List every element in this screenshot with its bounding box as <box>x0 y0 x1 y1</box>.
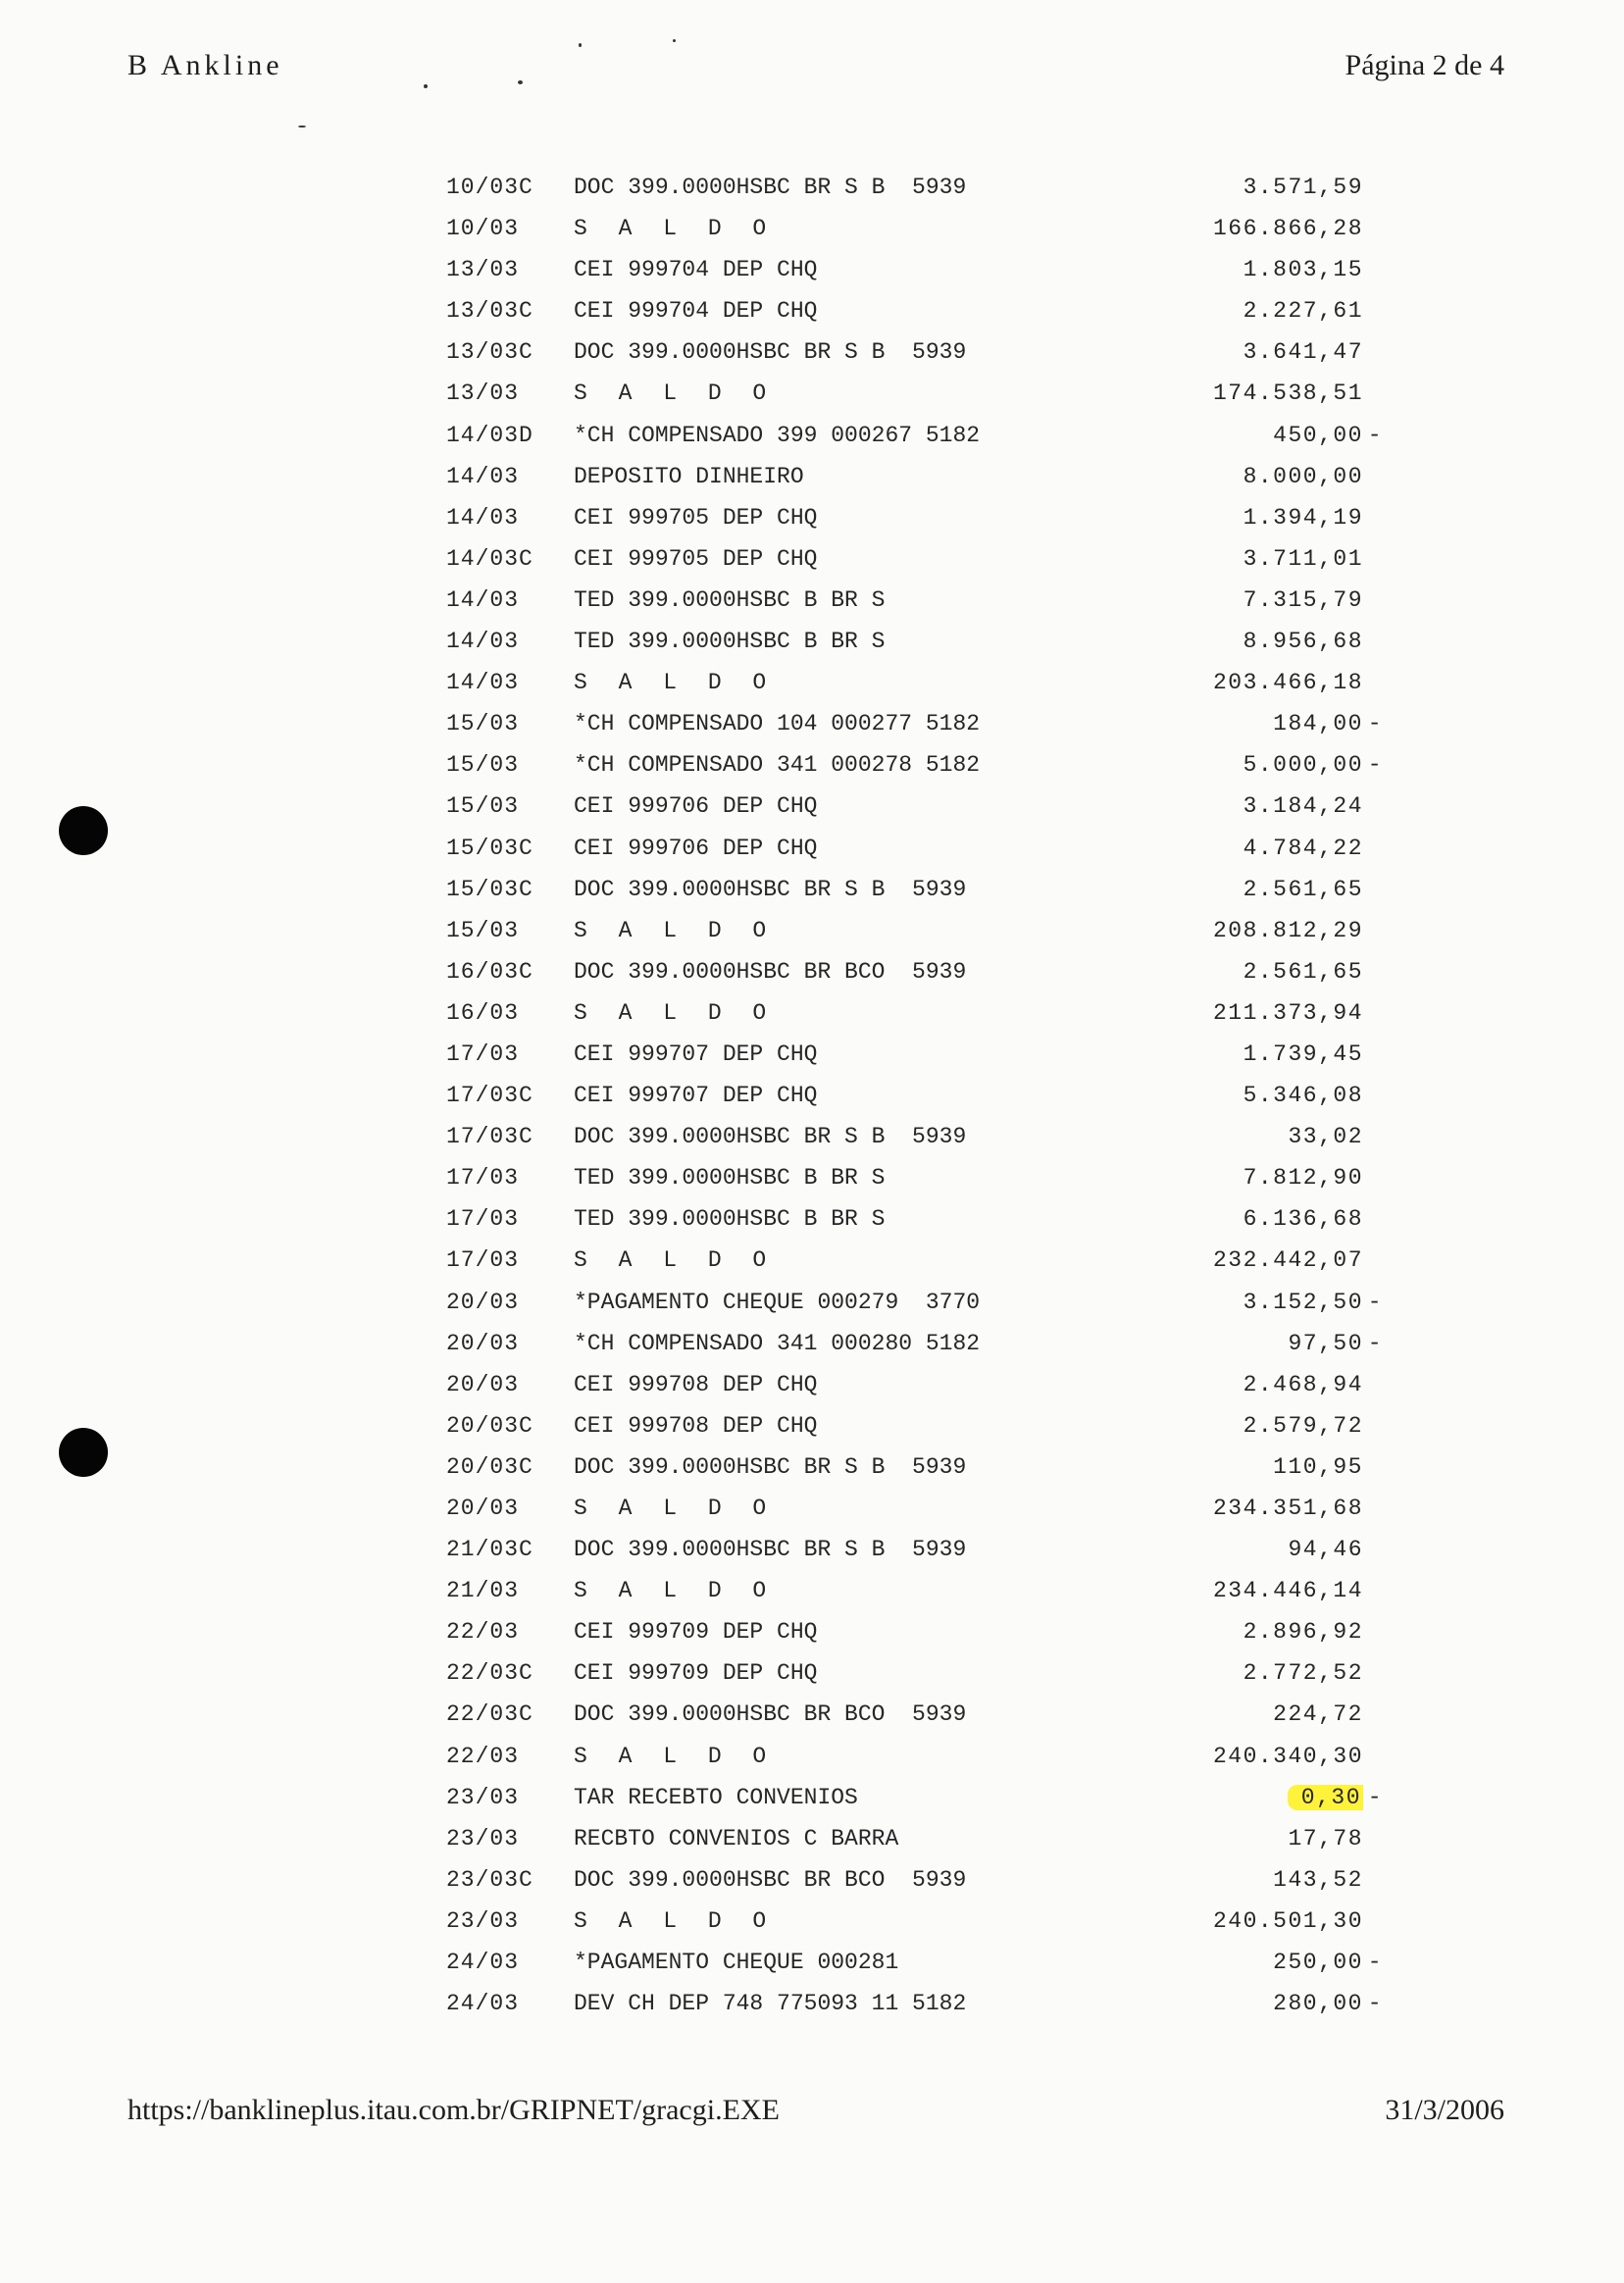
transaction-row <box>446 1694 1388 1735</box>
transaction-description: TED 399.0000HSBC B BR S <box>574 1206 886 1233</box>
transaction-description: TED 399.0000HSBC B BR S <box>574 1165 886 1192</box>
amount-value: 7.812,90 <box>1243 1165 1363 1192</box>
transaction-date: 22/03 <box>446 1743 520 1769</box>
transaction-description: DOC 399.0000HSBC BR S B 5939 <box>574 1124 967 1150</box>
transaction-amount <box>1213 1570 1363 1611</box>
transaction-amount <box>1243 1611 1363 1652</box>
transaction-date: 15/03 <box>446 752 520 779</box>
debit-sign: - <box>1367 1950 1383 1976</box>
amount-value: 6.136,68 <box>1243 1206 1363 1233</box>
transaction-amount <box>1243 1075 1363 1116</box>
balance-row <box>446 1570 1388 1611</box>
transaction-date: 22/03C <box>446 1660 533 1687</box>
amount-value: 8.000,00 <box>1243 463 1363 489</box>
transaction-date: 14/03 <box>446 463 520 489</box>
transaction-description: S A L D O <box>574 999 776 1026</box>
amount-value: 8.956,68 <box>1243 629 1363 655</box>
transaction-row <box>446 456 1388 497</box>
amount-value: 2.227,61 <box>1243 298 1363 325</box>
amount-value: 97,50 <box>1288 1330 1363 1356</box>
transaction-amount <box>1243 786 1363 827</box>
debit-sign: - <box>1367 752 1383 779</box>
transaction-description: CEI 999707 DEP CHQ <box>574 1040 818 1067</box>
bank-brand-title: B Ankline <box>127 49 283 81</box>
transaction-date: 20/03C <box>446 1412 533 1439</box>
highlighted-amount-value: 0,30 <box>1288 1785 1363 1810</box>
transaction-description: *PAGAMENTO CHEQUE 000281 <box>574 1950 899 1976</box>
transaction-row <box>446 1446 1388 1488</box>
transaction-date: 20/03 <box>446 1289 520 1315</box>
amount-value: 280,00 <box>1273 1991 1363 2017</box>
transaction-date: 14/03 <box>446 629 520 655</box>
scan-speck <box>579 43 582 47</box>
transaction-date: 17/03 <box>446 1040 520 1067</box>
transaction-date: 16/03C <box>446 958 533 985</box>
transaction-date: 15/03 <box>446 711 520 737</box>
amount-value: 3.571,59 <box>1243 175 1363 200</box>
balance-row <box>446 208 1388 249</box>
transaction-description: S A L D O <box>574 216 776 242</box>
transaction-description: S A L D O <box>574 1496 776 1521</box>
transaction-description: DOC 399.0000HSBC BR BCO 5939 <box>574 1866 967 1893</box>
transaction-amount <box>1243 331 1363 373</box>
transaction-date: 17/03 <box>446 1165 520 1192</box>
amount-value: 2.772,52 <box>1243 1660 1363 1687</box>
amount-value: 5.346,08 <box>1243 1083 1363 1109</box>
transaction-row <box>446 951 1388 992</box>
transaction-amount <box>1213 208 1363 249</box>
transaction-row <box>446 1116 1388 1157</box>
transaction-date: 23/03 <box>446 1825 520 1852</box>
transaction-row <box>446 249 1388 290</box>
transaction-date: 14/03D <box>446 422 533 448</box>
amount-value: 240.340,30 <box>1212 1743 1363 1769</box>
transaction-amount <box>1273 1446 1363 1488</box>
print-date: 31/3/2006 <box>1385 2094 1504 2126</box>
transaction-date: 23/03 <box>446 1784 520 1810</box>
amount-value: 7.315,79 <box>1243 586 1363 613</box>
transaction-amount <box>1243 497 1363 538</box>
transaction-amount <box>1243 828 1363 869</box>
transaction-description: TED 399.0000HSBC B BR S <box>574 586 886 613</box>
amount-value: 234.351,68 <box>1212 1496 1363 1521</box>
balance-row <box>446 1240 1388 1281</box>
transaction-row <box>446 1983 1388 2024</box>
transaction-row <box>446 1157 1388 1198</box>
amount-value: 166.866,28 <box>1212 216 1363 242</box>
balance-row <box>446 992 1388 1034</box>
transaction-row <box>446 290 1388 331</box>
transaction-date: 23/03 <box>446 1907 520 1934</box>
transaction-description: S A L D O <box>574 917 776 943</box>
transaction-row <box>446 1859 1388 1901</box>
transaction-amount <box>1243 167 1363 208</box>
amount-value: 250,00 <box>1273 1950 1363 1976</box>
transaction-description: CEI 999707 DEP CHQ <box>574 1083 818 1109</box>
transaction-description: CEI 999706 DEP CHQ <box>574 793 818 820</box>
transaction-description: S A L D O <box>574 1907 776 1934</box>
transaction-row <box>446 167 1388 208</box>
transaction-row <box>446 1818 1388 1859</box>
transaction-date: 14/03 <box>446 504 520 531</box>
transaction-date: 15/03 <box>446 917 520 943</box>
transaction-description: DOC 399.0000HSBC BR BCO 5939 <box>574 1701 967 1728</box>
transaction-description: DOC 399.0000HSBC BR S B 5939 <box>574 1537 967 1563</box>
transaction-row <box>446 1611 1388 1652</box>
amount-value: 234.446,14 <box>1212 1578 1363 1604</box>
transaction-date: 20/03 <box>446 1330 520 1356</box>
amount-value: 211.373,94 <box>1212 999 1363 1026</box>
transaction-amount <box>1243 951 1363 992</box>
transaction-amount <box>1213 1240 1363 1281</box>
transaction-amount <box>1243 1405 1363 1446</box>
transaction-amount <box>1288 1116 1363 1157</box>
transaction-description: S A L D O <box>574 1743 776 1769</box>
transaction-description: S A L D O <box>574 670 776 696</box>
transaction-date: 20/03 <box>446 1371 520 1397</box>
transaction-description: DOC 399.0000HSBC BR S B 5939 <box>574 339 967 366</box>
debit-sign: - <box>1367 422 1383 448</box>
transaction-date: 13/03C <box>446 339 533 366</box>
transaction-description: S A L D O <box>574 1247 776 1274</box>
transaction-date: 20/03 <box>446 1496 520 1521</box>
transaction-row <box>446 1034 1388 1075</box>
transaction-date: 23/03C <box>446 1866 533 1893</box>
transaction-amount <box>1213 992 1363 1034</box>
transaction-date: 17/03C <box>446 1083 533 1109</box>
amount-value: 17,78 <box>1288 1825 1363 1852</box>
transaction-amount <box>1273 1983 1383 2024</box>
transaction-description: *CH COMPENSADO 399 000267 5182 <box>574 422 981 448</box>
transaction-amount <box>1213 910 1363 951</box>
transaction-row <box>446 580 1388 621</box>
transaction-row <box>446 1652 1388 1694</box>
transaction-amount <box>1243 621 1363 662</box>
transaction-description: DEV CH DEP 748 775093 11 5182 <box>574 1991 967 2017</box>
transaction-description: *PAGAMENTO CHEQUE 000279 3770 <box>574 1289 981 1315</box>
transaction-amount <box>1213 1736 1363 1777</box>
transaction-amount <box>1243 1198 1363 1240</box>
transaction-amount <box>1243 1034 1363 1075</box>
transaction-row <box>446 786 1388 827</box>
amount-value: 3.641,47 <box>1243 339 1363 366</box>
amount-value: 1.739,45 <box>1243 1040 1363 1067</box>
transaction-row <box>446 869 1388 910</box>
amount-value: 240.501,30 <box>1212 1907 1363 1934</box>
transaction-amount <box>1243 869 1363 910</box>
transaction-row <box>446 1198 1388 1240</box>
transaction-description: S A L D O <box>574 380 776 407</box>
amount-value: 2.579,72 <box>1243 1412 1363 1439</box>
transaction-date: 13/03 <box>446 257 520 283</box>
amount-value: 1.803,15 <box>1243 257 1363 283</box>
transaction-row <box>446 1777 1388 1818</box>
transaction-row <box>446 538 1388 580</box>
transaction-date: 17/03C <box>446 1124 533 1150</box>
amount-value: 2.896,92 <box>1243 1619 1363 1646</box>
debit-sign: - <box>1367 1784 1383 1810</box>
transaction-description: DOC 399.0000HSBC BR S B 5939 <box>574 876 967 902</box>
amount-value: 232.442,07 <box>1212 1247 1363 1274</box>
balance-row <box>446 1488 1388 1529</box>
transaction-date: 14/03 <box>446 586 520 613</box>
transaction-description: *CH COMPENSADO 341 000280 5182 <box>574 1330 981 1356</box>
transaction-description: TAR RECEBTO CONVENIOS <box>574 1784 858 1810</box>
amount-value: 450,00 <box>1273 422 1363 448</box>
transaction-amount <box>1213 1901 1363 1942</box>
transaction-row <box>446 828 1388 869</box>
transaction-date: 14/03C <box>446 545 533 572</box>
amount-value: 143,52 <box>1273 1866 1363 1893</box>
transaction-amount <box>1273 703 1383 744</box>
transaction-date: 17/03 <box>446 1247 520 1274</box>
transaction-row <box>446 415 1388 456</box>
transaction-amount <box>1273 415 1383 456</box>
transaction-date: 17/03 <box>446 1206 520 1233</box>
scan-speck <box>518 80 523 84</box>
transaction-amount <box>1243 1157 1363 1198</box>
transaction-row <box>446 703 1388 744</box>
scan-speck <box>298 126 306 127</box>
transaction-description: *CH COMPENSADO 341 000278 5182 <box>574 752 981 779</box>
transaction-date: 22/03C <box>446 1701 533 1728</box>
transaction-date: 14/03 <box>446 670 520 696</box>
transaction-description: CEI 999705 DEP CHQ <box>574 545 818 572</box>
transaction-amount <box>1273 1859 1363 1901</box>
amount-value: 203.466,18 <box>1212 670 1363 696</box>
transaction-date: 21/03 <box>446 1578 520 1604</box>
transaction-date: 15/03C <box>446 835 533 861</box>
transaction-date: 21/03C <box>446 1537 533 1563</box>
transaction-amount <box>1213 1488 1363 1529</box>
transaction-amount <box>1243 456 1363 497</box>
amount-value: 2.561,65 <box>1243 876 1363 902</box>
balance-row <box>446 910 1388 951</box>
transaction-amount <box>1288 1323 1383 1364</box>
transaction-date: 10/03 <box>446 216 520 242</box>
amount-value: 3.184,24 <box>1243 793 1363 820</box>
transaction-amount <box>1213 373 1363 414</box>
transaction-amount <box>1243 1652 1363 1694</box>
transaction-amount <box>1213 662 1363 703</box>
debit-sign: - <box>1367 1289 1383 1315</box>
transaction-date: 22/03 <box>446 1619 520 1646</box>
transaction-list <box>446 167 1388 2024</box>
amount-value: 2.561,65 <box>1243 958 1363 985</box>
transaction-date: 13/03 <box>446 380 520 407</box>
transaction-amount <box>1273 1694 1363 1735</box>
amount-value: 3.152,50 <box>1243 1289 1363 1315</box>
transaction-amount <box>1243 249 1363 290</box>
transaction-description: CEI 999704 DEP CHQ <box>574 298 818 325</box>
transaction-description: CEI 999704 DEP CHQ <box>574 257 818 283</box>
transaction-date: 10/03C <box>446 175 533 200</box>
transaction-description: TED 399.0000HSBC B BR S <box>574 629 886 655</box>
transaction-description: CEI 999709 DEP CHQ <box>574 1660 818 1687</box>
transaction-row <box>446 1323 1388 1364</box>
amount-value: 208.812,29 <box>1212 917 1363 943</box>
transaction-amount <box>1243 290 1363 331</box>
debit-sign: - <box>1367 711 1383 737</box>
transaction-row <box>446 621 1388 662</box>
transaction-amount <box>1243 744 1383 786</box>
transaction-description: CEI 999706 DEP CHQ <box>574 835 818 861</box>
transaction-description: DOC 399.0000HSBC BR S B 5939 <box>574 175 967 200</box>
amount-value: 224,72 <box>1273 1701 1363 1728</box>
transaction-amount <box>1273 1942 1383 1983</box>
transaction-description: RECBTO CONVENIOS C BARRA <box>574 1825 899 1852</box>
balance-row <box>446 662 1388 703</box>
scan-speck <box>424 84 428 88</box>
amount-value: 5.000,00 <box>1243 752 1363 779</box>
debit-sign: - <box>1367 1991 1383 2017</box>
transaction-description: CEI 999709 DEP CHQ <box>574 1619 818 1646</box>
transaction-row <box>446 1364 1388 1405</box>
balance-row <box>446 373 1388 414</box>
punch-hole <box>59 806 108 855</box>
transaction-description: DEPOSITO DINHEIRO <box>574 463 804 489</box>
amount-value: 184,00 <box>1273 711 1363 737</box>
transaction-row <box>446 331 1388 373</box>
transaction-description: CEI 999705 DEP CHQ <box>574 504 818 531</box>
transaction-date: 24/03 <box>446 1950 520 1976</box>
transaction-date: 20/03C <box>446 1453 533 1480</box>
transaction-amount <box>1288 1818 1363 1859</box>
transaction-description: S A L D O <box>574 1578 776 1604</box>
transaction-row <box>446 1405 1388 1446</box>
transaction-amount <box>1243 538 1363 580</box>
transaction-amount <box>1243 580 1363 621</box>
transaction-row <box>446 497 1388 538</box>
punch-hole <box>59 1428 108 1477</box>
balance-row <box>446 1901 1388 1942</box>
page-url: https://banklineplus.itau.com.br/GRIPNET/gracgi.EXE <box>127 2094 780 2126</box>
scan-speck <box>673 39 676 42</box>
transaction-row <box>446 1529 1388 1570</box>
transaction-description: *CH COMPENSADO 104 000277 5182 <box>574 711 981 737</box>
transaction-row <box>446 1942 1388 1983</box>
balance-row <box>446 1736 1388 1777</box>
amount-value: 1.394,19 <box>1243 504 1363 531</box>
amount-value: 110,95 <box>1273 1453 1363 1480</box>
transaction-description: CEI 999708 DEP CHQ <box>574 1412 818 1439</box>
transaction-date: 16/03 <box>446 999 520 1026</box>
transaction-description: DOC 399.0000HSBC BR S B 5939 <box>574 1453 967 1480</box>
transaction-description: DOC 399.0000HSBC BR BCO 5939 <box>574 958 967 985</box>
transaction-date: 15/03C <box>446 876 533 902</box>
amount-value: 4.784,22 <box>1243 835 1363 861</box>
debit-sign: - <box>1367 1330 1383 1356</box>
amount-value: 3.711,01 <box>1243 545 1363 572</box>
amount-value: 94,46 <box>1288 1537 1363 1563</box>
transaction-row <box>446 744 1388 786</box>
transaction-row <box>446 1282 1388 1323</box>
transaction-date: 24/03 <box>446 1991 520 2017</box>
transaction-amount <box>1243 1282 1383 1323</box>
transaction-amount <box>1243 1364 1363 1405</box>
transaction-date: 13/03C <box>446 298 533 325</box>
transaction-row <box>446 1075 1388 1116</box>
page-indicator: Página 2 de 4 <box>1345 49 1504 81</box>
amount-value: 174.538,51 <box>1212 380 1363 407</box>
amount-value: 33,02 <box>1288 1124 1363 1150</box>
transaction-description: CEI 999708 DEP CHQ <box>574 1371 818 1397</box>
transaction-amount <box>1288 1777 1383 1818</box>
amount-value: 2.468,94 <box>1243 1371 1363 1397</box>
transaction-date: 15/03 <box>446 793 520 820</box>
transaction-amount <box>1288 1529 1363 1570</box>
